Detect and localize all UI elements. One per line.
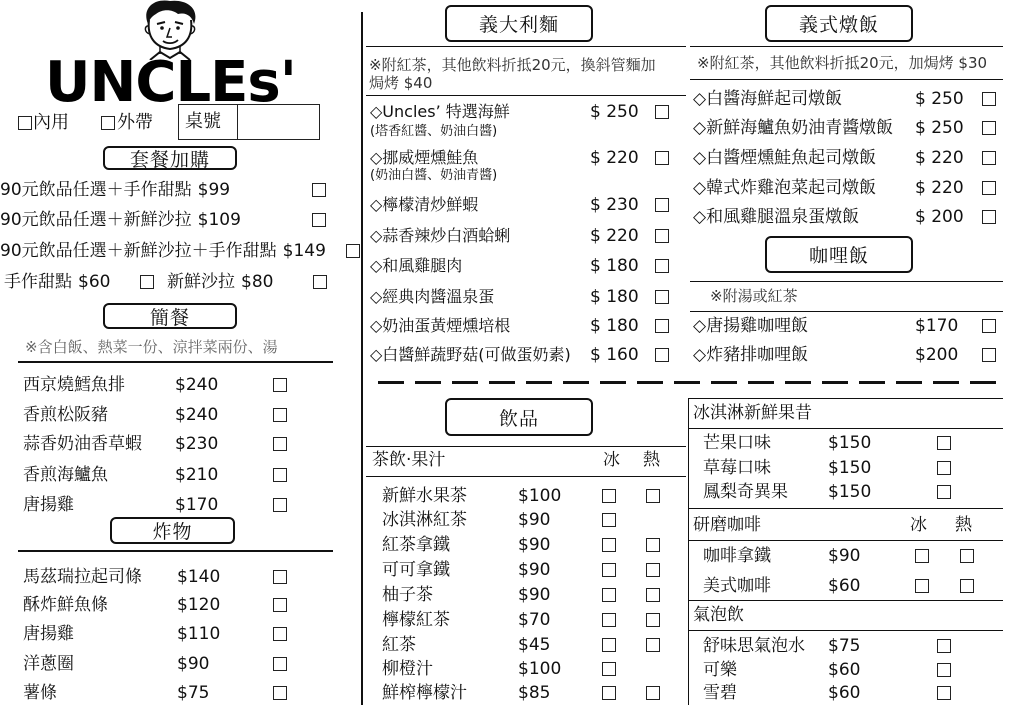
fried-price: $120 — [177, 595, 221, 615]
pasta-sauce-options: (塔香紅醬、奶油白醬) — [370, 124, 498, 139]
dashed-divider — [378, 381, 1003, 384]
smoothie-price: $150 — [828, 458, 872, 478]
pasta-header: 義大利麵 — [445, 5, 593, 42]
table-number-input[interactable] — [237, 105, 319, 139]
coffee-subheader: 研磨咖啡 — [693, 515, 761, 535]
coffee-price: $60 — [828, 576, 861, 596]
coffee-2-ice-checkbox[interactable] — [915, 579, 929, 593]
hot-column-label: 熱 — [643, 450, 660, 470]
sparkling-name: 可樂 — [703, 660, 737, 680]
pasta-8-checkbox[interactable] — [655, 348, 669, 362]
drink-price: $90 — [518, 510, 551, 530]
fried-price: $90 — [177, 654, 210, 674]
item-price: $99 — [197, 180, 231, 200]
combo-item-1-checkbox[interactable] — [312, 183, 326, 197]
set-meal-price: $240 — [175, 405, 219, 425]
coffee-hot-label: 熱 — [955, 515, 972, 535]
fried-name: 薯條 — [23, 683, 57, 703]
drink-name: 檸檬紅茶 — [382, 610, 450, 630]
risotto-5-checkbox[interactable] — [982, 210, 996, 224]
fried-4-checkbox[interactable] — [273, 657, 287, 671]
sparkling-price: $60 — [828, 660, 861, 680]
extra-item — [4, 271, 110, 293]
divider — [688, 540, 1003, 541]
set-meal-price: $170 — [175, 495, 219, 515]
drink-6-hot-checkbox[interactable] — [646, 613, 660, 627]
drink-name: 柳橙汁 — [382, 659, 433, 679]
item-price: $60 — [78, 272, 111, 292]
risotto-4-checkbox[interactable] — [982, 181, 996, 195]
pasta-6-checkbox[interactable] — [655, 290, 669, 304]
set-meal-5-checkbox[interactable] — [273, 498, 287, 512]
pasta-price: $ 160 — [590, 345, 639, 365]
pasta-price: $ 220 — [590, 148, 639, 168]
ice-column-label: 冰 — [603, 450, 620, 470]
set-meals-note: ※含白飯、熱菜一份、涼拌菜兩份、湯 — [25, 338, 278, 356]
combo-item — [0, 179, 230, 201]
drinks-header: 飲品 — [445, 398, 593, 436]
dine-in-checkbox[interactable] — [18, 116, 32, 130]
risotto-name: ◇白醬海鮮起司燉飯 — [693, 89, 843, 109]
fried-name: 洋蔥圈 — [23, 654, 74, 674]
drink-price: $90 — [518, 535, 551, 555]
risotto-note: ※附紅茶，其他飲料折抵20元，加焗烤 $30 — [697, 54, 988, 72]
risotto-1-checkbox[interactable] — [982, 92, 996, 106]
sparkling-3-checkbox[interactable] — [937, 686, 951, 700]
set-meal-3-checkbox[interactable] — [273, 437, 287, 451]
pasta-name: ◇Uncles’ 特選海鮮 — [370, 102, 510, 121]
risotto-price: $ 250 — [915, 118, 964, 138]
set-meal-name: 蒜香奶油香草蝦 — [23, 434, 142, 454]
pasta-note-line: 焗烤 $40 — [369, 74, 433, 92]
set-meal-name: 香煎松阪豬 — [23, 405, 108, 425]
risotto-header: 義式燉飯 — [765, 5, 913, 42]
set-meal-name: 唐揚雞 — [23, 495, 74, 515]
coffee-1-hot-checkbox[interactable] — [960, 549, 974, 563]
smoothie-name: 芒果口味 — [703, 433, 771, 453]
divider — [690, 79, 1003, 80]
smoothie-name: 鳳梨奇異果 — [703, 482, 788, 502]
divider — [688, 428, 1003, 429]
risotto-name: ◇白醬煙燻鮭魚起司燉飯 — [693, 148, 877, 168]
pasta-name: ◇白醬鮮蔬野菇(可做蛋奶素) — [370, 345, 571, 364]
divider — [366, 46, 686, 47]
pasta-5-checkbox[interactable] — [655, 259, 669, 273]
drink-7-hot-checkbox[interactable] — [646, 638, 660, 652]
pasta-price: $ 220 — [590, 226, 639, 246]
item-price: $109 — [197, 210, 241, 230]
pasta-1-checkbox[interactable] — [655, 105, 669, 119]
pasta-7-checkbox[interactable] — [655, 319, 669, 333]
drink-name: 冰淇淋紅茶 — [382, 510, 467, 530]
item-name: 90元飲品任選＋新鮮沙拉 — [0, 210, 192, 230]
sparkling-1-checkbox[interactable] — [937, 639, 951, 653]
coffee-name: 咖啡拿鐵 — [703, 546, 771, 566]
item-name: 90元飲品任選＋新鮮沙拉＋手作甜點 — [0, 241, 277, 261]
fried-header: 炸物 — [110, 517, 235, 544]
divider — [690, 281, 1003, 282]
coffee-ice-label: 冰 — [910, 515, 927, 535]
sparkling-name: 舒味思氣泡水 — [703, 636, 805, 656]
pasta-sauce-options: (奶油白醬、奶油青醬) — [370, 168, 498, 183]
set-meal-name: 西京燒鱈魚排 — [23, 375, 125, 395]
fried-5-checkbox[interactable] — [273, 686, 287, 700]
risotto-name: ◇韓式炸雞泡菜起司燉飯 — [693, 178, 877, 198]
pasta-note-line: ※附紅茶，其他飲料折抵20元，換斜管麵加 — [369, 56, 656, 74]
drink-price: $90 — [518, 585, 551, 605]
curry-header: 咖哩飯 — [765, 236, 913, 273]
fried-price: $75 — [177, 683, 210, 703]
drink-9-hot-checkbox[interactable] — [646, 686, 660, 700]
pasta-name: ◇和風雞腿肉 — [370, 256, 463, 275]
fried-3-checkbox[interactable] — [273, 627, 287, 641]
drink-3-hot-checkbox[interactable] — [646, 538, 660, 552]
divider — [366, 446, 686, 447]
smoothie-price: $150 — [828, 482, 872, 502]
pasta-price: $ 250 — [590, 102, 639, 122]
risotto-3-checkbox[interactable] — [982, 151, 996, 165]
drink-name: 鮮榨檸檬汁 — [382, 683, 467, 703]
pasta-name: ◇挪威煙燻鮭魚 — [370, 148, 479, 167]
drink-8-ice-checkbox[interactable] — [602, 662, 616, 676]
logo-wordmark: UNCLEs' — [45, 50, 296, 115]
sparkling-2-checkbox[interactable] — [937, 663, 951, 677]
pasta-name: ◇蒜香辣炒白酒蛤蜊 — [370, 226, 511, 245]
dine-in-label: 內用 — [33, 112, 69, 133]
divider — [688, 508, 1003, 509]
sparkling-price: $75 — [828, 636, 861, 656]
set-meal-price: $210 — [175, 465, 219, 485]
coffee-1-ice-checkbox[interactable] — [915, 549, 929, 563]
smoothie-price: $150 — [828, 433, 872, 453]
item-price: $149 — [282, 241, 326, 261]
divider — [690, 311, 1003, 312]
smoothie-name: 草莓口味 — [703, 458, 771, 478]
item-name: 新鮮沙拉 — [167, 272, 235, 292]
drink-name: 紅茶拿鐵 — [382, 535, 450, 555]
drink-4-hot-checkbox[interactable] — [646, 563, 660, 577]
item-name: 手作甜點 — [4, 272, 72, 292]
combo-item-2-checkbox[interactable] — [312, 213, 326, 227]
takeout-checkbox[interactable] — [101, 116, 115, 130]
combo-header: 套餐加購 — [103, 146, 237, 170]
coffee-name: 美式咖啡 — [703, 576, 771, 596]
fried-price: $110 — [177, 624, 221, 644]
combo-item-3-checkbox[interactable] — [346, 244, 360, 258]
coffee-price: $90 — [828, 546, 861, 566]
combo-item — [0, 240, 326, 262]
drink-price: $85 — [518, 683, 551, 703]
drink-name: 可可拿鐵 — [382, 560, 450, 580]
set-meal-4-checkbox[interactable] — [273, 468, 287, 482]
panel-divider — [688, 398, 689, 705]
drink-7-ice-checkbox[interactable] — [602, 638, 616, 652]
drink-name: 新鮮水果茶 — [382, 486, 467, 506]
set-meal-price: $230 — [175, 434, 219, 454]
divider — [688, 398, 1003, 399]
drink-6-ice-checkbox[interactable] — [602, 613, 616, 627]
pasta-name: ◇奶油蛋黃煙燻培根 — [370, 316, 511, 335]
drink-4-ice-checkbox[interactable] — [602, 563, 616, 577]
extra-dessert-checkbox[interactable] — [140, 275, 154, 289]
pasta-price: $ 230 — [590, 195, 639, 215]
pasta-price: $ 180 — [590, 316, 639, 336]
pasta-price: $ 180 — [590, 256, 639, 276]
pasta-3-checkbox[interactable] — [655, 198, 669, 212]
divider — [18, 361, 333, 363]
table-number-box — [178, 104, 320, 140]
risotto-price: $ 250 — [915, 89, 964, 109]
column-divider — [361, 12, 363, 705]
pasta-price: $ 180 — [590, 287, 639, 307]
drink-5-ice-checkbox[interactable] — [602, 588, 616, 602]
drink-1-ice-checkbox[interactable] — [602, 489, 616, 503]
smoothies-subheader: 冰淇淋新鮮果昔 — [693, 403, 812, 423]
set-meals-header: 簡餐 — [103, 303, 237, 329]
pasta-name: ◇檸檬清炒鮮蝦 — [370, 195, 479, 214]
curry-name: ◇唐揚雞咖哩飯 — [693, 316, 809, 336]
fried-name: 酥炸鮮魚條 — [23, 595, 108, 615]
item-name: 90元飲品任選＋手作甜點 — [0, 180, 192, 200]
fried-name: 唐揚雞 — [23, 624, 74, 644]
sparkling-subheader: 氣泡飲 — [693, 605, 744, 625]
combo-item — [0, 209, 241, 231]
drink-price: $100 — [518, 486, 562, 506]
drink-price: $100 — [518, 659, 562, 679]
risotto-price: $ 220 — [915, 148, 964, 168]
drink-price: $70 — [518, 610, 551, 630]
risotto-name: ◇和風雞腿溫泉蛋燉飯 — [693, 207, 860, 227]
extra-salad-checkbox[interactable] — [313, 275, 327, 289]
pasta-4-checkbox[interactable] — [655, 229, 669, 243]
set-meal-price: $240 — [175, 375, 219, 395]
sparkling-price: $60 — [828, 683, 861, 703]
drink-2-ice-checkbox[interactable] — [602, 513, 616, 527]
divider — [688, 630, 1003, 631]
drink-5-hot-checkbox[interactable] — [646, 588, 660, 602]
curry-price: $200 — [915, 345, 959, 365]
item-price: $80 — [241, 272, 274, 292]
drink-9-ice-checkbox[interactable] — [602, 686, 616, 700]
curry-1-checkbox[interactable] — [982, 319, 996, 333]
fried-name: 馬茲瑞拉起司條 — [23, 567, 142, 587]
tea-juice-subheader: 茶飲‧果汁 — [372, 450, 446, 470]
drink-price: $45 — [518, 635, 551, 655]
smoothie-3-checkbox[interactable] — [937, 485, 951, 499]
takeout-label: 外帶 — [117, 112, 153, 133]
set-meal-1-checkbox[interactable] — [273, 378, 287, 392]
divider — [688, 600, 1003, 601]
smoothie-1-checkbox[interactable] — [937, 436, 951, 450]
risotto-price: $ 220 — [915, 178, 964, 198]
curry-name: ◇炸豬排咖哩飯 — [693, 345, 809, 365]
divider — [366, 476, 686, 477]
drink-3-ice-checkbox[interactable] — [602, 538, 616, 552]
curry-2-checkbox[interactable] — [982, 348, 996, 362]
risotto-price: $ 200 — [915, 207, 964, 227]
pasta-2-checkbox[interactable] — [655, 151, 669, 165]
coffee-2-hot-checkbox[interactable] — [960, 579, 974, 593]
smoothie-2-checkbox[interactable] — [937, 461, 951, 475]
curry-price: $170 — [915, 316, 959, 336]
drink-price: $90 — [518, 560, 551, 580]
curry-note: ※附湯或紅茶 — [710, 287, 798, 305]
divider — [690, 46, 1003, 47]
extra-item — [167, 271, 273, 293]
set-meal-name: 香煎海鱸魚 — [23, 465, 108, 485]
drink-1-hot-checkbox[interactable] — [646, 489, 660, 503]
risotto-2-checkbox[interactable] — [982, 121, 996, 135]
set-meal-2-checkbox[interactable] — [273, 408, 287, 422]
pasta-name: ◇經典肉醬溫泉蛋 — [370, 287, 495, 306]
drink-name: 柚子茶 — [382, 585, 433, 605]
fried-1-checkbox[interactable] — [273, 570, 287, 584]
divider — [366, 95, 686, 96]
fried-price: $140 — [177, 567, 221, 587]
risotto-name: ◇新鮮海鱸魚奶油青醬燉飯 — [693, 118, 894, 138]
drink-name: 紅茶 — [382, 635, 416, 655]
divider — [18, 550, 333, 552]
fried-2-checkbox[interactable] — [273, 598, 287, 612]
sparkling-name: 雪碧 — [703, 683, 737, 703]
table-number-label: 桌號 — [185, 111, 221, 132]
